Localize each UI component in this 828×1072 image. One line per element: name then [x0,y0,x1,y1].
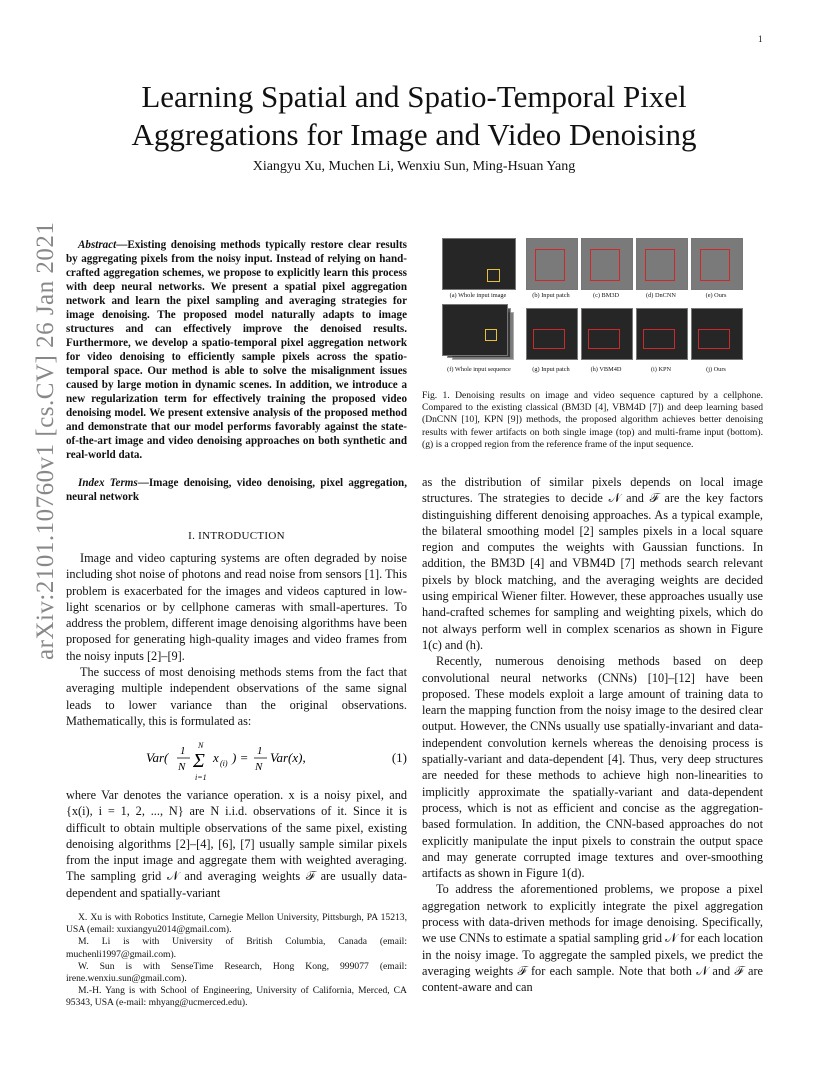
vbm4d-result-image [581,308,633,360]
footnotes [66,912,407,1010]
subfig-caption-a: (a) Whole input image [449,292,507,299]
ours-video-result [691,308,743,360]
title-line-2: Aggregations for Image and Video Denoising [131,117,697,152]
whole-input-image [442,238,516,290]
abstract-text: —Existing denoising methods typically restore clear results by aggregating pixels from the noisy input. Instead of relying on hand-crafted aggregation schemes, we propose to explicitly learn this process with deep neural networks. We present a spatial pixel aggregation network and learn the pixel sampling and averaging strategies for image denoising. The proposed model naturally adapts to image structures and can effectively improve the denoised results. Furthermore, we develop a spatio-temporal pixel aggregation network for video denoising to efficiently sample pixels across the spatio-temporal space. Our method is able to solve the misalignment issues caused by large motion in dynamic scenes. In addition, we introduce a new regularization term for effectively training the proposed video denoising model. We present extensive analysis of the proposed method and demonstrate that our model performs favorably against the state-of-the-art image and video denoising approaches on both synthetic and real-world data. [66,239,407,461]
svg-text:Σ: Σ [193,750,205,772]
equation-graphic [146,738,346,782]
subfig-caption-i: (i) KPN [650,366,672,373]
paragraph: as the distribution of similar pixels depends on local image structures. The strategies to decide 𝒩 and ℱ are the key factors distinguishing different denoising approaches. As a typical example, the bilateral smoothing model [2] samples pixels in a local square region and computes the weights with Gaussian functions. In addition, the BM3D [4] and VBM4D [7] methods search relevant pixels by block matching, and the averaging weights are decided using empirical Wiener filter. However, these approaches usually use hand-crafted schemes for sampling and weighting pixels, which do not always perform well in complex scenarios as shown in Figure 1(c) and (h). [422,475,763,652]
region-box [533,329,565,349]
svg-text:1: 1 [257,745,263,757]
page-number: 1 [758,34,763,44]
footnote: M.-H. Yang is with School of Engineering, University of California, Merced, CA 95343, USA (e-mail: mhyang@ucmerced.edu). [66,985,407,1009]
paragraph: To address the aforementioned problems, we propose a pixel aggregation network to explicitly integrate the pixel aggregation process with data-driven methods for image denoising. Specifically, we use CNNs to estimate a spatial sampling grid 𝒩 for each location in the noisy image. To aggregate the sampled pixels, we predict the averaging weights ℱ for each sample. Note that both 𝒩 and ℱ are content-aware and can [422,882,763,995]
svg-text:1: 1 [180,745,186,757]
abstract [66,238,407,462]
svg-text:x: x [213,750,219,765]
subfig-caption-c: (c) BM3D [592,292,620,299]
video-input-patch-image [526,308,578,360]
svg-text:N: N [255,761,263,773]
intro-text-left-continued [66,787,407,901]
input-patch-image [526,238,578,290]
svg-text:) =: ) = [232,750,249,765]
region-box [698,329,730,349]
author-list: Xiangyu Xu, Muchen Li, Wenxiu Sun, Ming-Hsuan Yang [252,159,576,174]
abstract-label: Abstract [78,239,117,251]
bm3d-result-image [581,238,633,290]
region-box [535,249,565,281]
paragraph: Image and video capturing systems are often degraded by noise including shot noise of photons and read noise from sensors [1]. This problem is exacerbated for the images and videos captured in low-light scenarios or by cellphone cameras with small-apertures. To address the problem, different image denoising algorithms have been proposed for generating high-quality images and video frames from the noisy inputs [2]–[9]. [66,551,407,663]
region-box [588,329,620,349]
footnote: M. Li is with University of British Columbia, Canada (email: muchenli1997@gmail.com). [66,936,407,960]
equation-1 [66,736,407,780]
subfig-caption-f: (f) Whole input sequence [447,366,511,373]
paragraph: where Var denotes the variance operation. x is a noisy pixel, and {x(i), i = 1, 2, ..., N} are N i.i.d. observations of it. Since it is difficult to obtain multiple observations of the same pixel, existing denoising algorithms [2]–[4], [6], [7] usually sample similar pixels from the input image and aggregate them with weighted averaging. The sampling grid 𝒩 and averaging weights ℱ are usually data-dependent and spatially-variant [66,788,407,900]
region-box [700,249,730,281]
svg-text:Var(x),: Var(x), [270,750,306,765]
svg-text:Var(: Var( [146,750,169,765]
paragraph: Recently, numerous denoising methods based on deep convolutional neural networks (CNNs) [10]–[12] have been proposed. These models exploit a large amount of training data to learn the mapping function from the noisy image to the desired clear output. However, the CNNs usually use spatially-invariant and data-independent convolution kernels whereas the denoising process is spatially-variant and data-dependent [4]. Thus, very deep structures are needed for these methods to achieve high non-linearities to implicitly approximate the spatially-variant and data-dependent process, which is not as efficient and concise as the aggregation-based formulation. In addition, the CNN-based approaches do not explicitly manipulate the input pixels to constrain the output space and may generate corrupted image textures and over-smoothing artifacts as shown in Figure 1(d). [422,654,763,881]
svg-text:(i): (i) [220,759,228,768]
svg-text:i=1: i=1 [195,773,207,782]
arxiv-stamp-text: arXiv:2101.10760v1 [cs.CV] 26 Jan 2021 [32,221,59,660]
title-line-1: Learning Spatial and Spatio-Temporal Pixel [141,79,687,114]
index-terms [66,476,407,504]
footnote: W. Sun is with SenseTime Research, Hong Kong, 999077 (email: irene.wenxiu.sun@gmail.com). [66,960,407,985]
svg-text:N: N [178,761,186,773]
region-box [643,329,675,349]
whole-input-sequence [442,304,508,356]
subfig-caption-j: (j) Ours [706,366,726,373]
crop-marker [487,269,500,282]
region-box [590,249,620,281]
intro-text-right [422,474,763,996]
index-terms-text: —Image denoising, video denoising, pixel aggregation, neural network [66,477,407,503]
subfig-caption-h: (h) VBM4D [590,366,622,373]
index-terms-label: Index Terms [78,477,138,489]
figure-1 [440,238,750,378]
subfig-caption-e: (e) Ours [705,292,727,299]
footnote: X. Xu is with Robotics Institute, Carnegie Mellon University, Pittsburgh, PA 15213, USA (email: xuxiangyu2014@gmail.com). [66,912,407,936]
equation-formula [146,738,346,786]
region-box [645,249,675,281]
kpn-result-image [636,308,688,360]
ours-image-result [691,238,743,290]
svg-text:N: N [198,741,204,750]
subfig-caption-b: (b) Input patch [532,292,570,299]
figure-caption: Fig. 1. Denoising results on image and video sequence captured by a cellphone. Compared to the existing classical (BM3D [4], VBM4D [7]) and deep learning based (DnCNN [10], KPN [9]) methods, the proposed algorithm achieves better denoising results with fewer artifacts on both single image (top) and multi-frame input (bottom). (g) is a cropped region from the reference frame of the input sequence. [422,390,763,450]
dncnn-result-image [636,238,688,290]
intro-text-left [66,550,407,729]
subfig-caption-g: (g) Input patch [532,366,570,373]
paper-title [80,78,748,154]
section-heading: I. INTRODUCTION [188,530,285,542]
subfig-caption-d: (d) DnCNN [646,292,676,299]
equation-number: (1) [391,750,407,765]
crop-marker [485,329,497,341]
paragraph: The success of most denoising methods stems from the fact that averaging multiple independent observations of the same signal leads to lower variance than the original observations. Mathematically, this is formulated as: [66,665,407,728]
